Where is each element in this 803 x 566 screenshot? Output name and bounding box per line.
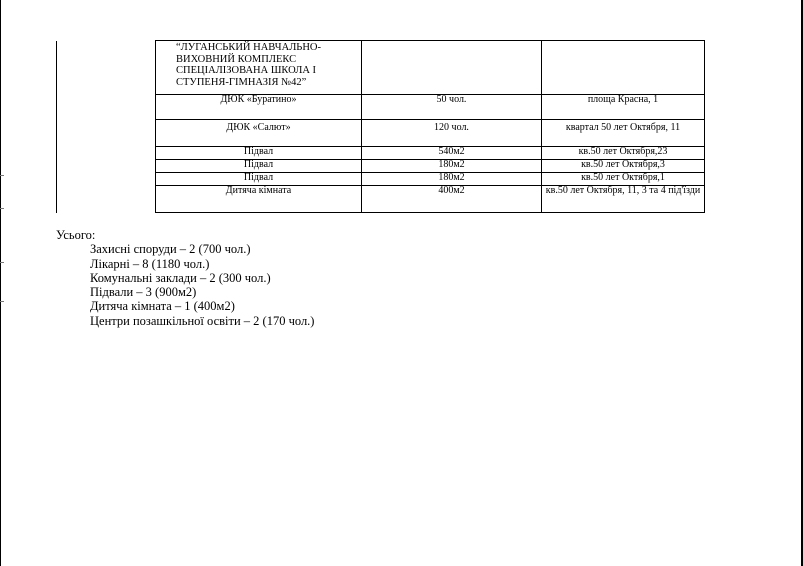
facility-name-cell: Підвал [156, 173, 362, 186]
facility-name-cell: “ЛУГАНСЬКИЙ НАВЧАЛЬНО-ВИХОВНИЙ КОМПЛЕКС СПЕЦІАЛІЗОВАНА ШКОЛА І СТУПЕНЯ-ГІМНАЗІЯ №42” [156, 41, 362, 95]
summary-item: Комунальні заклади – 2 (300 чол.) [90, 270, 271, 285]
address-cell: кв.50 лет Октября,23 [542, 147, 705, 160]
capacity-cell: 180м2 [362, 173, 542, 186]
address-cell [542, 41, 705, 95]
address-cell: кв.50 лет Октября, 11, 3 та 4 під'їзди [542, 186, 705, 213]
address-cell: квартал 50 лет Октября, 11 [542, 120, 705, 147]
edge-tick [0, 262, 4, 263]
capacity-cell: 540м2 [362, 147, 542, 160]
edge-tick [0, 208, 4, 209]
summary-heading: Усього: [56, 228, 96, 242]
capacity-cell: 400м2 [362, 186, 542, 213]
summary-item: Лікарні – 8 (1180 чол.) [90, 256, 210, 271]
summary-item: Центри позашкільної освіти – 2 (170 чол.) [90, 313, 315, 328]
edge-tick [0, 301, 4, 302]
page-left-border [0, 0, 1, 566]
edge-tick [0, 175, 4, 176]
summary-item: Дитяча кімната – 1 (400м2) [90, 299, 235, 314]
capacity-cell: 180м2 [362, 160, 542, 173]
facilities-table [56, 40, 705, 213]
facility-name-cell: ДЮК «Буратино» [156, 95, 362, 120]
capacity-cell: 50 чол. [362, 95, 542, 120]
facility-name-cell: Підвал [156, 160, 362, 173]
address-cell: площа Красна, 1 [542, 95, 705, 120]
facility-name-cell: Підвал [156, 147, 362, 160]
capacity-cell [362, 41, 542, 95]
facility-name-cell: ДЮК «Салют» [156, 120, 362, 147]
table-empty-column [57, 41, 156, 213]
address-cell: кв.50 лет Октября,3 [542, 160, 705, 173]
summary-item: Підвали – 3 (900м2) [90, 285, 197, 300]
summary-list [56, 242, 314, 328]
address-cell: кв.50 лет Октября,1 [542, 173, 705, 186]
capacity-cell: 120 чол. [362, 120, 542, 147]
summary-item: Захисні споруди – 2 (700 чол.) [90, 242, 251, 257]
table-row [57, 41, 705, 95]
summary-block [56, 228, 314, 328]
facility-name-cell: Дитяча кімната [156, 186, 362, 213]
